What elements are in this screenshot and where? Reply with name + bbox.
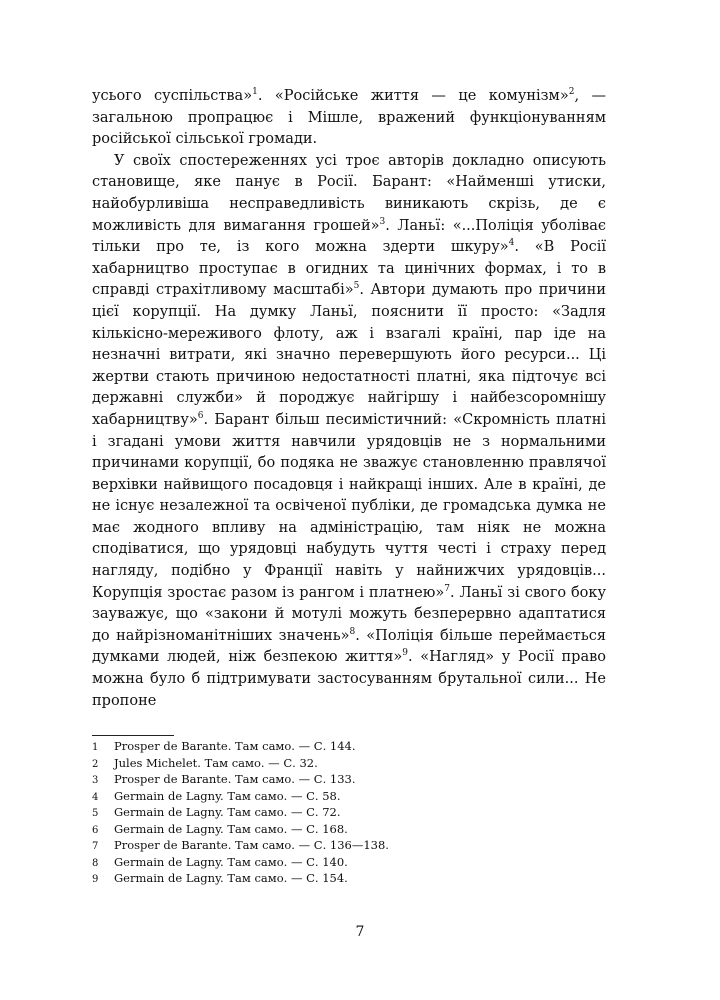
paragraph-2-text-1: У своїх спостереженнях усі троє авторів докладно описують становище, яке панує в Росії. Барант: «Найменші утиски, найобурливіша несправедливість виникають скрізь, де є можливість для вимагання грошей» [92,152,606,234]
footnotes-list [92,739,606,888]
footnote-number: 6 [92,824,99,836]
paragraph-2-text-4: . Автори думають про причини цієї корупції. На думку Ланьї, пояснити її просто: «Задля кількісно-мереживого флоту, аж і взагалі країні, пар іде на незначні витрати, які значно перевершують його ресурси... Ці жертви стають причиною недостатності платні, яка підточує всі державні служби» й породжує найгіршу і найбезсоромнішу хабарництву» [92,282,606,428]
footnote-text: Germain de Lagny. Там само. — С. 154. [114,871,348,885]
footnote-ref-1: 1 [252,87,258,98]
footnote-text: Germain de Lagny. Там само. — С. 58. [114,788,341,803]
footnote-text: Germain de Lagny. Там само. — С. 140. [114,854,348,869]
footnote-text: Prosper de Barante. Там само. — С. 133. [114,772,356,786]
footnote-ref-3: 3 [379,216,386,227]
footnote-number: 8 [92,857,99,869]
footnote-item [92,739,606,756]
body-text [92,86,606,712]
paragraph-1 [92,86,606,151]
footnote-number: 4 [92,791,99,803]
paragraph-1-text-3: , — загальною пропрацює і Мішле, вражений функціонуванням російської сільської громади. [92,88,607,148]
footnote-ref-8: 8 [349,627,356,638]
footnote-item [92,805,606,822]
footnote-number: 2 [92,758,99,770]
footnote-item [92,789,606,806]
footnote-ref-6: 6 [197,411,204,422]
footnote-number: 3 [92,775,99,786]
paragraph-2-text-2: . Ланьї: «...Поліція уболіває тільки про те, із кого можна здерти шкуру» [92,217,606,256]
paragraph-1-text-1: усього суспільства» [92,88,253,104]
footnote-item [92,871,606,888]
footnote-ref-9: 9 [402,648,408,659]
footnote-number: 1 [92,742,99,753]
footnote-ref-7: 7 [444,583,450,594]
footnote-item [92,855,606,872]
footnote-item [92,772,606,789]
paragraph-2-text-5: . Барант більш песимістичний: «Скромність платні і згадані умови життя навчили урядовців не з нормальними причинами корупції, бо подяка не зважує становленню правлячої верхівки найвищого посадовця і найкращі інших. Але в країні, де не існує незалежної та освіченої публіки, де громадська думка не має жодного впливу на адміністрацію, там ніяк не можна сподіватися, що урядовці набудуть чуття честі і страху перед нагляду, подібно у Франції навіть у найнижчих урядовців... Корупція зростає разом із рангом і платнею» [92,411,606,601]
footnote-ref-5: 5 [353,281,360,292]
paragraph-2-text-8: . «Нагляд» у Росії право можна було б підтримувати застосуванням брутальної сили... Не пропоне [92,649,606,709]
footnote-number: 7 [92,841,99,852]
footnote-text: Germain de Lagny. Там само. — С. 168. [114,821,348,836]
page-number: 7 [355,924,365,940]
paragraph-2-text-6: . Ланьї зі свого боку зауважує, що «закони й мотулі можуть безперервно адаптатися до найрізноманітніших значень» [92,584,606,644]
paragraph-2-text-7: . «Поліція більше переймається думками людей, ніж безпекою життя» [92,627,606,666]
paragraph-2-text-3: . «В Росії хабарництво проступає в огидних та цинічних формах, і то в справді страхітливому масштабі» [92,239,606,299]
footnote-text: Germain de Lagny. Там само. — С. 72. [114,805,341,819]
footnote-item [92,822,606,839]
footnote-text: Jules Michelet. Там само. — С. 32. [114,755,318,770]
footnote-ref-2: 2 [568,87,575,98]
footnote-number: 9 [92,874,99,885]
footnote-item [92,756,606,773]
footnote-text: Prosper de Barante. Там само. — С. 136—138. [114,838,389,852]
paragraph-1-text-2: . «Російське життя — це комунізм» [257,88,569,104]
footnote-divider [92,735,174,736]
footnote-ref-4: 4 [508,238,515,249]
footnote-number: 5 [92,808,99,819]
footnote-text: Prosper de Barante. Там само. — С. 144. [114,739,356,753]
footnote-item [92,838,606,855]
paragraph-2 [92,151,606,712]
